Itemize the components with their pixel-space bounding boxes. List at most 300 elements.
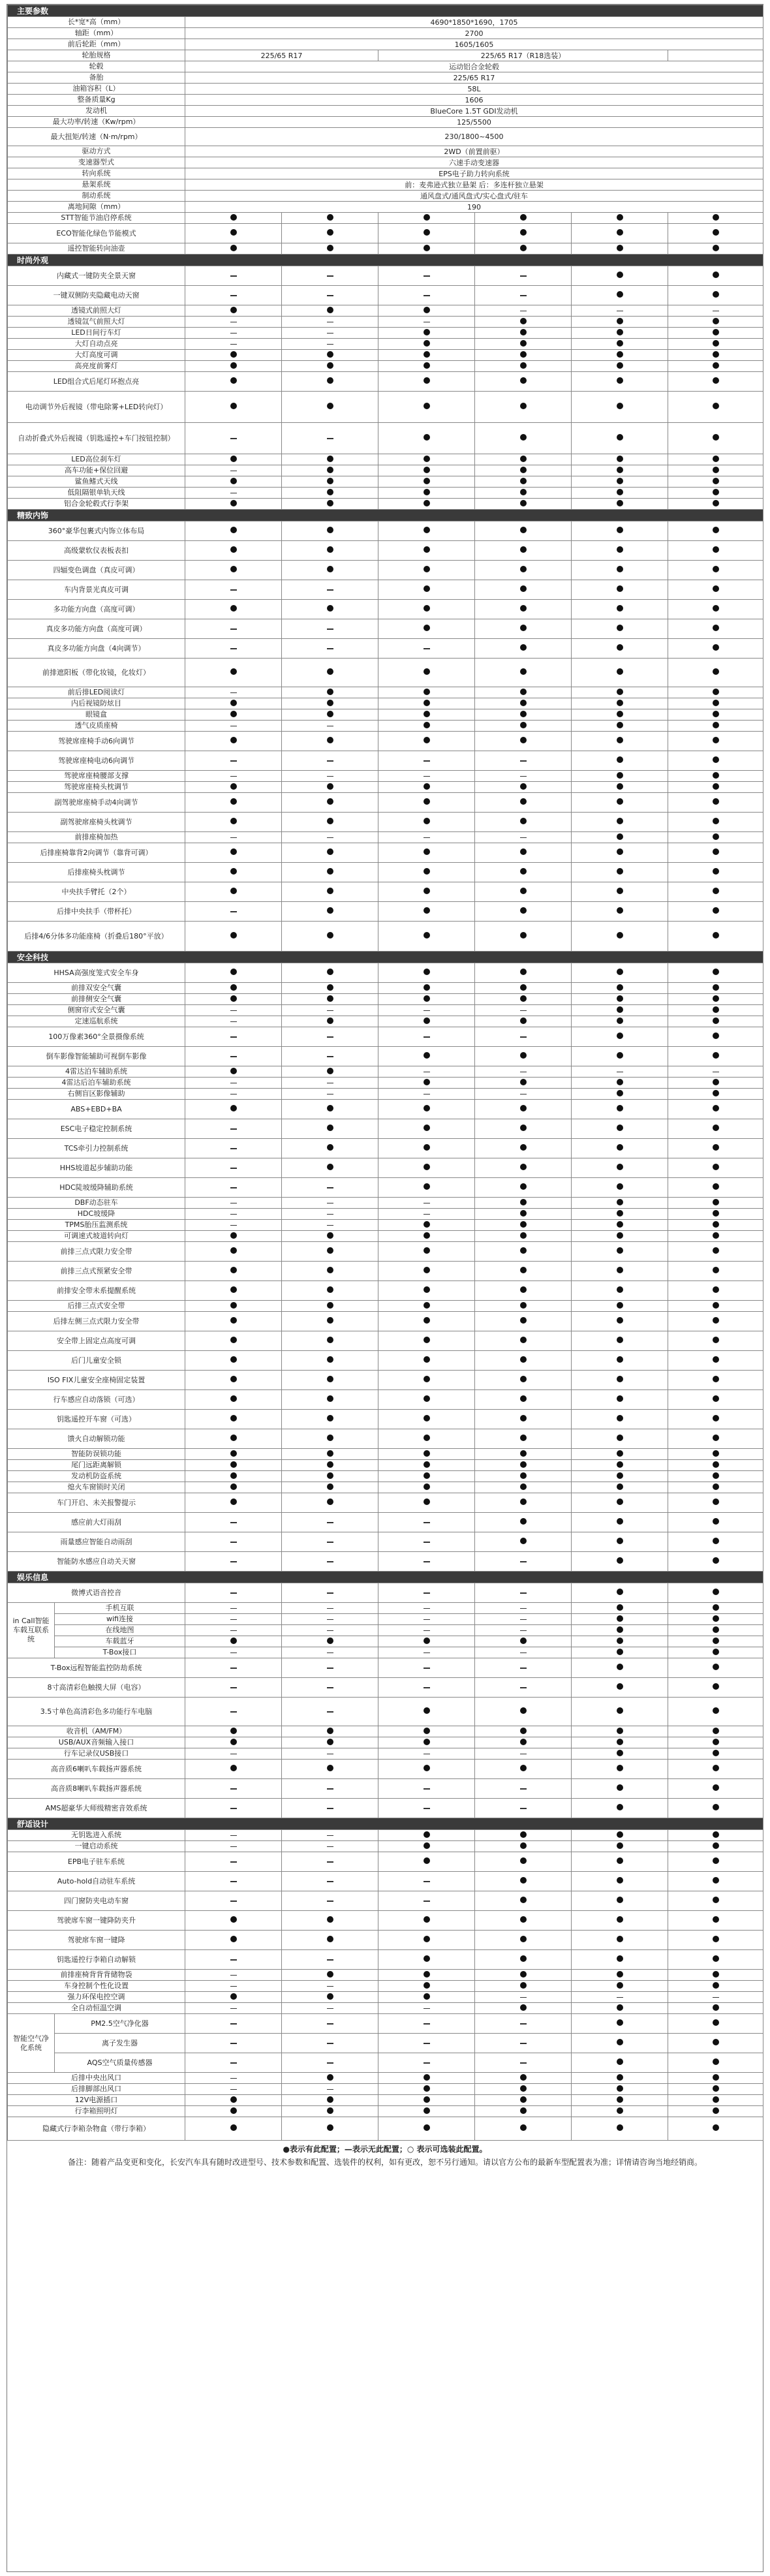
not-available-mark (424, 1561, 430, 1562)
not-available-mark (230, 837, 237, 839)
trim-cell (668, 350, 763, 361)
trim-cell (282, 328, 378, 339)
trim-cell (378, 1760, 475, 1779)
not-available-mark (230, 322, 237, 323)
standard-mark (617, 1955, 623, 1962)
trim-cell (572, 541, 668, 561)
standard-mark (713, 2124, 719, 2131)
spec-row (8, 328, 763, 339)
not-available-mark (230, 1808, 237, 1809)
trim-cell (475, 1911, 572, 1931)
spec-label: 定速巡航系统 (8, 1016, 185, 1027)
trim-cell (378, 361, 475, 372)
trim-cell (572, 2053, 668, 2073)
spec-row (8, 1625, 763, 1636)
standard-mark (327, 1483, 333, 1490)
trim-cell (572, 1482, 668, 1493)
standard-mark (617, 1472, 623, 1479)
trim-cell (378, 902, 475, 922)
trim-cell (378, 1351, 475, 1371)
standard-mark (617, 1483, 623, 1490)
trim-cell (282, 1726, 378, 1737)
not-available-mark (327, 1225, 333, 1226)
standard-mark (230, 1498, 237, 1505)
trim-cell (378, 843, 475, 863)
standard-mark (230, 1637, 237, 1644)
trim-cell (475, 1748, 572, 1760)
trim-cell (572, 423, 668, 454)
trim-cell (475, 639, 572, 659)
trim-cell (185, 1331, 282, 1351)
trim-cell (572, 843, 668, 863)
not-available-mark (230, 1986, 237, 1987)
spec-value: 125/5500 (185, 117, 763, 128)
trim-cell (572, 2014, 668, 2034)
trim-cell (185, 1726, 282, 1737)
standard-mark (617, 1017, 623, 1024)
trim-cell (668, 1262, 763, 1281)
trim-cell (475, 1950, 572, 1970)
standard-mark (327, 500, 333, 506)
spec-row (8, 541, 763, 561)
trim-cell (378, 709, 475, 721)
spec-row (8, 963, 763, 983)
not-available-mark (327, 2023, 333, 2025)
spec-label: 侧窗帘式安全气囊 (8, 1005, 185, 1016)
spec-label: TPMS胎压监测系统 (8, 1220, 185, 1231)
trim-cell (378, 243, 475, 255)
standard-mark (424, 2124, 430, 2131)
trim-cell (668, 1482, 763, 1493)
standard-mark (230, 1483, 237, 1490)
standard-mark (617, 1164, 623, 1170)
standard-mark (230, 848, 237, 855)
trim-cell (282, 454, 378, 465)
trim-cell (378, 1209, 475, 1220)
trim-cell (572, 561, 668, 580)
standard-mark (713, 1052, 719, 1059)
standard-mark (617, 1052, 623, 1059)
trim-cell (572, 1760, 668, 1779)
trim-cell (475, 561, 572, 580)
standard-mark (520, 434, 527, 441)
not-available-mark (424, 1901, 430, 1902)
trim-cell (668, 659, 763, 687)
not-available-mark (230, 1619, 237, 1621)
trim-cell (185, 1047, 282, 1066)
trim-cell (668, 1066, 763, 1078)
spec-label: 4雷达泊车辅助系统 (8, 1066, 185, 1078)
not-available-mark (230, 1881, 237, 1882)
trim-cell (282, 1552, 378, 1572)
standard-mark (713, 1461, 719, 1468)
spec-row (8, 698, 763, 709)
not-available-mark (327, 322, 333, 323)
trim-cell (185, 1100, 282, 1119)
spec-row (8, 2095, 763, 2106)
standard-mark (327, 1498, 333, 1505)
standard-mark (713, 1538, 719, 1544)
trim-cell (668, 1005, 763, 1016)
standard-mark (230, 868, 237, 875)
standard-mark (424, 818, 430, 824)
spec-row (8, 1482, 763, 1493)
not-available-mark (327, 1959, 333, 1961)
spec-label: 离地间隙（mm） (8, 202, 185, 213)
trim-cell (185, 476, 282, 488)
spec-label: 后排座椅靠背2向调节（靠背可调） (8, 843, 185, 863)
trim-cell (475, 1830, 572, 1841)
trim-cell (572, 751, 668, 771)
trim-cell (572, 1614, 668, 1625)
trim-cell (378, 1513, 475, 1532)
spec-label: 离子发生器 (55, 2034, 185, 2053)
not-available-mark (327, 333, 333, 334)
standard-mark (617, 737, 623, 743)
spec-label: 高音质6喇叭车载扬声器系统 (8, 1760, 185, 1779)
standard-mark (424, 1450, 430, 1457)
trim-cell (185, 423, 282, 454)
not-available-mark (520, 1592, 527, 1594)
standard-mark (520, 1971, 527, 1978)
trim-cell (475, 687, 572, 698)
spec-row (8, 863, 763, 882)
trim-cell (475, 1027, 572, 1047)
trim-cell (668, 1552, 763, 1572)
trim-cell (282, 2095, 378, 2106)
spec-row (8, 72, 763, 84)
trim-cell (282, 1532, 378, 1552)
trim-cell (475, 843, 572, 863)
spec-value: 225/65 R17（R18选装） (378, 50, 668, 61)
trim-cell (282, 1513, 378, 1532)
trim-cell (185, 922, 282, 952)
standard-mark (520, 689, 527, 695)
not-available-mark (230, 1128, 237, 1130)
section-header (8, 1572, 763, 1583)
standard-mark (520, 362, 527, 369)
trim-cell (475, 521, 572, 541)
trim-cell (668, 687, 763, 698)
trim-cell (282, 361, 378, 372)
trim-cell (378, 1016, 475, 1027)
trim-cell (378, 1678, 475, 1698)
standard-mark (230, 1302, 237, 1309)
standard-mark (230, 566, 237, 572)
trim-cell (378, 1100, 475, 1119)
trim-cell (282, 1698, 378, 1726)
standard-mark (520, 1897, 527, 1903)
trim-cell (668, 1799, 763, 1818)
not-available-mark (520, 2043, 527, 2044)
spec-row (8, 2034, 763, 2053)
trim-cell (185, 488, 282, 499)
standard-mark (520, 377, 527, 384)
standard-mark (230, 995, 237, 1002)
trim-cell (668, 721, 763, 732)
trim-cell (185, 266, 282, 286)
trim-cell (282, 1281, 378, 1301)
standard-mark (713, 969, 719, 975)
standard-mark (713, 798, 719, 805)
spec-row (8, 2073, 763, 2084)
spec-label: 发动机 (8, 106, 185, 117)
standard-mark (713, 1804, 719, 1810)
standard-mark (520, 1337, 527, 1343)
trim-cell (378, 465, 475, 476)
spec-row (8, 305, 763, 317)
spec-row (8, 1371, 763, 1390)
not-available-mark (230, 1592, 237, 1594)
trim-cell (475, 1449, 572, 1460)
trim-cell (668, 1678, 763, 1698)
not-available-mark (520, 1808, 527, 1809)
trim-cell (572, 709, 668, 721)
not-available-mark (230, 2023, 237, 2025)
trim-cell (378, 922, 475, 952)
not-available-mark (230, 438, 237, 439)
spec-row (8, 2117, 763, 2141)
spec-row (8, 1658, 763, 1678)
trim-cell (668, 994, 763, 1005)
standard-mark (617, 2124, 623, 2131)
trim-cell (572, 1460, 668, 1471)
standard-mark (424, 1831, 430, 1838)
trim-cell (282, 2084, 378, 2095)
spec-row (8, 157, 763, 168)
trim-cell (282, 983, 378, 994)
standard-mark (424, 868, 430, 875)
trim-cell (668, 305, 763, 317)
standard-mark (713, 644, 719, 651)
standard-mark (230, 1232, 237, 1239)
trim-cell (475, 2053, 572, 2073)
standard-mark (327, 1472, 333, 1479)
standard-mark (713, 1317, 719, 1324)
trim-cell (378, 832, 475, 843)
not-available-mark (327, 1668, 333, 1669)
trim-cell (475, 392, 572, 423)
standard-mark (520, 340, 527, 347)
standard-mark (617, 2074, 623, 2081)
standard-mark (327, 984, 333, 991)
spec-label: T-Box远程智能监控防劫系统 (8, 1658, 185, 1678)
trim-cell (475, 1552, 572, 1572)
standard-mark (617, 291, 623, 298)
trim-cell (475, 709, 572, 721)
standard-mark (327, 489, 333, 495)
spec-label: ABS+EBD+BA (8, 1100, 185, 1119)
standard-mark (713, 1518, 719, 1525)
standard-mark (713, 1971, 719, 1978)
standard-mark (424, 1857, 430, 1864)
spec-row (8, 84, 763, 95)
trim-cell (668, 922, 763, 952)
standard-mark (424, 329, 430, 335)
not-available-mark (230, 333, 237, 334)
standard-mark (424, 1971, 430, 1978)
trim-cell (475, 1583, 572, 1603)
trim-cell (572, 1471, 668, 1482)
trim-cell (378, 659, 475, 687)
spec-row (8, 1830, 763, 1841)
not-available-mark (230, 1668, 237, 1669)
standard-mark (617, 1376, 623, 1382)
standard-mark (327, 1450, 333, 1457)
trim-cell (572, 1891, 668, 1911)
trim-cell (282, 1636, 378, 1647)
standard-mark (713, 1144, 719, 1151)
standard-mark (520, 1472, 527, 1479)
trim-cell (475, 2095, 572, 2106)
spec-label: 制动系统 (8, 191, 185, 202)
spec-label: 前排三点式预紧安全带 (8, 1262, 185, 1281)
standard-mark (713, 1936, 719, 1942)
trim-cell (185, 1737, 282, 1748)
not-available-mark (520, 2062, 527, 2064)
trim-cell (378, 1614, 475, 1625)
spec-label: 真皮多功能方向盘（高度可调） (8, 619, 185, 639)
standard-mark (520, 1232, 527, 1239)
trim-cell (282, 1760, 378, 1779)
standard-mark (713, 605, 719, 612)
spec-value: 前：麦弗逊式独立悬架 后：多连杆独立悬架 (185, 179, 763, 191)
trim-cell (282, 1410, 378, 1429)
trim-cell (475, 1636, 572, 1647)
trim-cell (668, 2084, 763, 2095)
standard-mark (424, 351, 430, 358)
standard-mark (230, 1765, 237, 1771)
standard-mark (713, 1637, 719, 1644)
spec-row (8, 1970, 763, 1981)
trim-cell (572, 1698, 668, 1726)
standard-mark (424, 668, 430, 675)
trim-cell (668, 1331, 763, 1351)
standard-mark (424, 1637, 430, 1644)
note: 备注：随着产品变更和变化，长安汽车具有随时改进型号、技术参数和配置、选装件的权利，如有更改，恕不另行通知。请以官方公布的最新车型配置表为准；详情请咨询当地经销商。 (67, 2158, 702, 2167)
standard-mark (230, 1936, 237, 1942)
standard-mark (713, 1210, 719, 1217)
not-available-mark (230, 1010, 237, 1012)
not-available-mark (713, 1072, 719, 1073)
trim-cell (185, 1351, 282, 1371)
standard-mark (424, 467, 430, 473)
standard-mark (520, 500, 527, 506)
spec-label: 驾驶席座椅电动6向调节 (8, 751, 185, 771)
trim-cell (282, 721, 378, 732)
trim-cell (668, 1178, 763, 1198)
trim-cell (572, 1532, 668, 1552)
trim-cell (185, 1242, 282, 1262)
trim-cell (668, 1625, 763, 1636)
spec-value: 225/65 R17 (185, 72, 763, 84)
spec-sheet (7, 4, 763, 2572)
standard-mark (327, 1144, 333, 1151)
standard-mark (424, 1435, 430, 1441)
standard-mark (713, 1557, 719, 1564)
trim-cell (282, 305, 378, 317)
not-available-mark (713, 311, 719, 312)
standard-mark (520, 566, 527, 572)
standard-mark (424, 1707, 430, 1714)
standard-mark (617, 1916, 623, 1923)
spec-label: 前排遮阳板（带化妆镜，化妆灯） (8, 659, 185, 687)
standard-mark (327, 1376, 333, 1382)
standard-mark (230, 245, 237, 251)
trim-cell (378, 1992, 475, 2003)
trim-cell (378, 687, 475, 698)
standard-mark (520, 1538, 527, 1544)
standard-mark (617, 1105, 623, 1111)
standard-mark (230, 1450, 237, 1457)
not-available-mark (327, 760, 333, 762)
spec-label: 前排侧安全气囊 (8, 994, 185, 1005)
trim-cell (668, 1242, 763, 1262)
standard-mark (424, 1337, 430, 1343)
standard-mark (327, 1637, 333, 1644)
trim-cell (475, 1737, 572, 1748)
spec-row (8, 994, 763, 1005)
standard-mark (617, 907, 623, 914)
standard-mark (424, 1144, 430, 1151)
trim-cell (185, 1891, 282, 1911)
trim-cell (378, 963, 475, 983)
legend: ●表示有此配置；—表示无此配置；○ 表示可选装此配置。 (283, 2145, 487, 2154)
not-available-mark (424, 1010, 430, 1012)
spec-label: 轴距（mm） (8, 28, 185, 39)
not-available-mark (230, 1975, 237, 1976)
spec-row (8, 1242, 763, 1262)
trim-cell (185, 1841, 282, 1852)
trim-cell (185, 1005, 282, 1016)
spec-row (8, 922, 763, 952)
trim-cell (572, 1513, 668, 1532)
not-available-mark (327, 1036, 333, 1038)
standard-mark (713, 1728, 719, 1734)
trim-cell (282, 1078, 378, 1089)
trim-cell (572, 243, 668, 255)
trim-cell (572, 1552, 668, 1572)
trim-cell (282, 541, 378, 561)
standard-mark (520, 1199, 527, 1205)
standard-mark (617, 1557, 623, 1564)
trim-cell (185, 1429, 282, 1449)
standard-mark (713, 478, 719, 484)
standard-mark (713, 1683, 719, 1690)
standard-mark (713, 1302, 719, 1309)
standard-mark (617, 984, 623, 991)
standard-mark (617, 1356, 623, 1363)
trim-cell (378, 488, 475, 499)
trim-cell (185, 1198, 282, 1209)
spec-row (8, 1119, 763, 1139)
standard-mark (617, 668, 623, 675)
trim-cell (282, 1841, 378, 1852)
standard-mark (617, 1604, 623, 1611)
trim-cell (668, 499, 763, 510)
trim-cell (572, 1371, 668, 1390)
trim-cell (572, 580, 668, 600)
spec-row (8, 1005, 763, 1016)
spec-label: 收音机（AM/FM） (8, 1726, 185, 1737)
spec-row (8, 687, 763, 698)
standard-mark (713, 546, 719, 553)
trim-cell (572, 1089, 668, 1100)
trim-cell (475, 372, 572, 392)
trim-cell (282, 465, 378, 476)
standard-mark (617, 272, 623, 278)
spec-label: 四辐变色调盘（真皮可调） (8, 561, 185, 580)
